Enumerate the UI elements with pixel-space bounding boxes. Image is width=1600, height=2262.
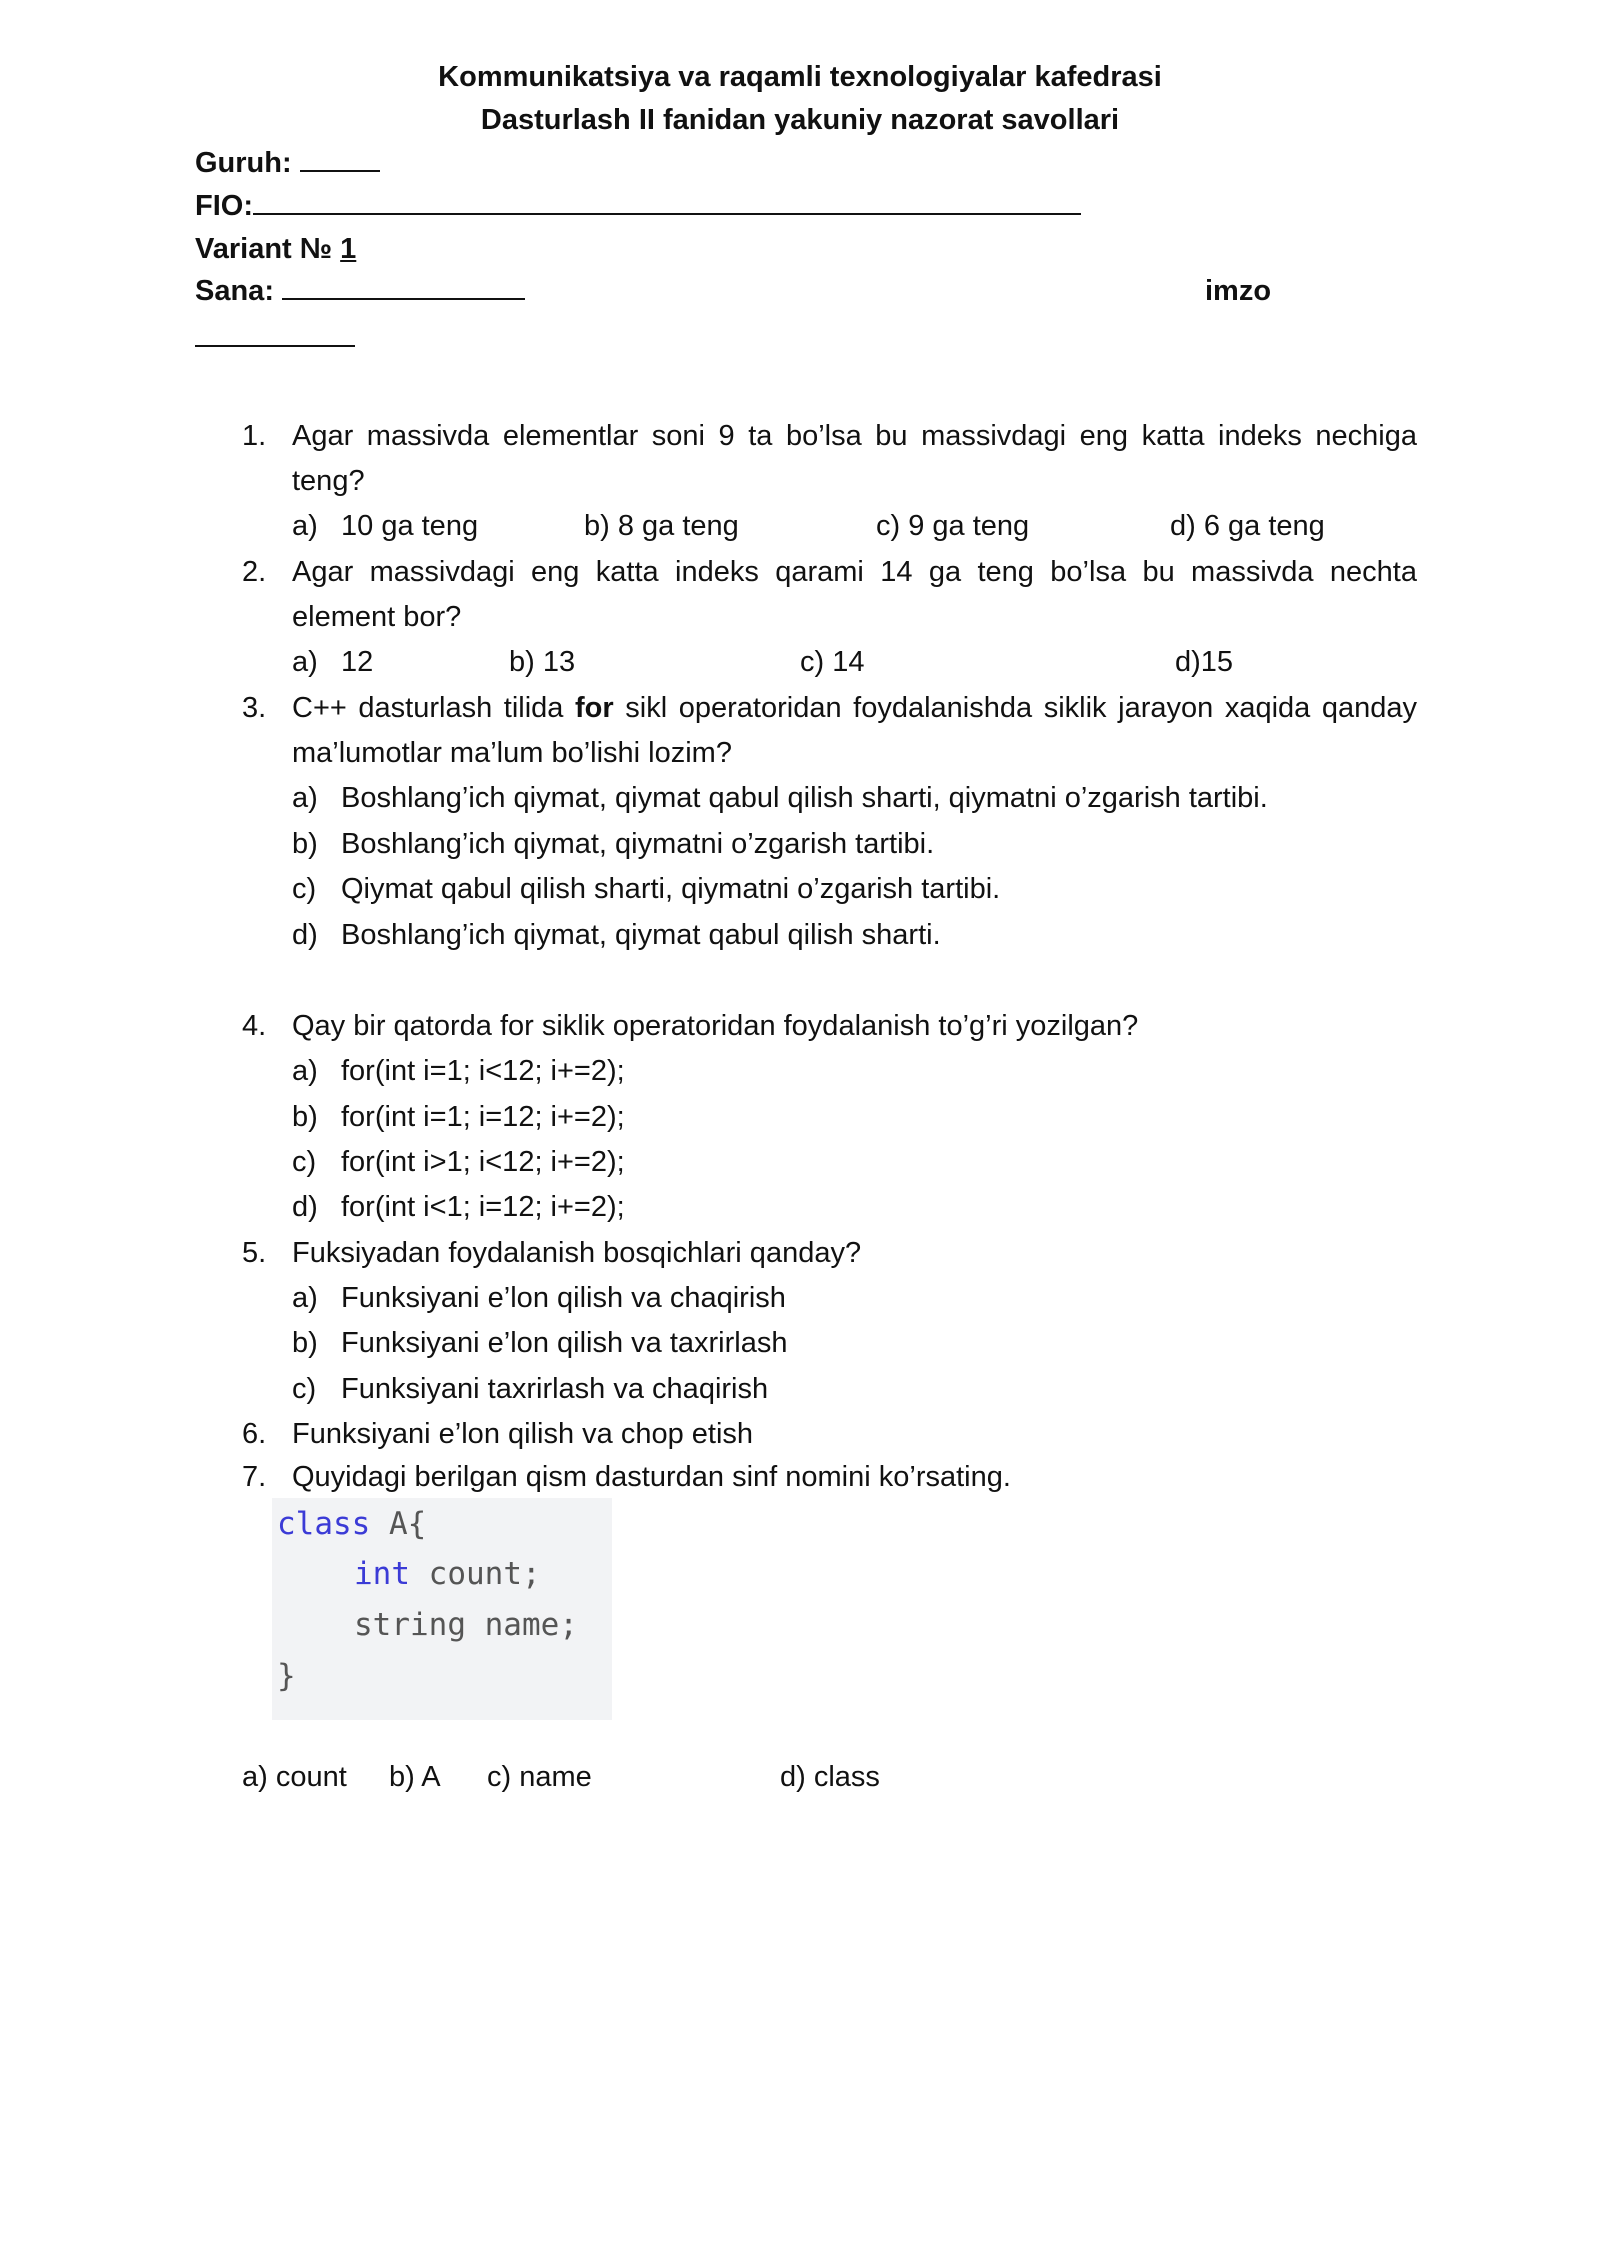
q4-option-b: [292, 1095, 625, 1140]
code-line-3: string name;: [354, 1607, 578, 1643]
date-blank: [282, 270, 525, 300]
code-line-2: [354, 1552, 541, 1596]
option-letter: b): [292, 1101, 318, 1133]
option-letter: b): [292, 828, 318, 860]
q5-option-b: [292, 1321, 787, 1366]
q1-option-d: d) 6 ga teng: [1170, 510, 1325, 542]
question-number: 1.: [242, 420, 267, 452]
option-text: Funksiyani e’lon qilish va chaqirish: [341, 1282, 786, 1314]
question-text-end: sikl operatoridan foydalanishda siklik jarayon xaqida qanday ma’lumotlar ma’lum bo’lishi lozim?: [292, 692, 1418, 769]
exam-title: Dasturlash II fanidan yakuniy nazorat savollari: [480, 104, 1120, 136]
question-6: [242, 1412, 1417, 1457]
question-number: 5.: [242, 1237, 267, 1269]
q1-option-a: 10 ga teng: [341, 510, 479, 542]
option-text: Funksiyani e’lon qilish va taxrirlash: [341, 1327, 788, 1359]
question-text: Funksiyani e’lon qilish va chop etish: [292, 1418, 754, 1450]
option-text: Qiymat qabul qilish sharti, qiymatni o’zgarish tartibi.: [341, 873, 1001, 905]
option-text: Boshlang’ich qiymat, qiymat qabul qilish sharti, qiymatni o’zgarish tartibi.: [341, 782, 1268, 814]
signature-label: imzo: [1205, 275, 1272, 307]
code-class-name: A{: [370, 1506, 427, 1542]
question-text: Agar massivda elementlar soni 9 ta bo’lsa bu massivdagi eng katta indeks nechiga teng?: [292, 420, 1417, 497]
question-7: [242, 1455, 1417, 1500]
q1-option-b: b) 8 ga teng: [584, 510, 739, 542]
question-number: 2.: [242, 556, 267, 588]
option-text: Funksiyani taxrirlash va chaqirish: [341, 1373, 769, 1405]
variant-field: [195, 228, 356, 270]
option-text: Boshlang’ich qiymat, qiymatni o’zgarish tartibi.: [341, 828, 935, 860]
question-number: 6.: [242, 1418, 267, 1450]
code-keyword-int: int: [354, 1556, 410, 1592]
q3-option-c: [292, 867, 1000, 912]
option-letter: a): [292, 782, 318, 814]
option-text: for(int i=1; i=12; i+=2);: [341, 1101, 625, 1133]
option-letter: d): [292, 1191, 318, 1223]
date-field: [195, 270, 525, 312]
variant-number: 1: [340, 233, 357, 265]
question-text: Qay bir qatorda for siklik operatoridan foydalanish to’g’ri yozilgan?: [292, 1010, 1139, 1042]
question-3: [242, 686, 1417, 776]
q2-option-a-letter: a): [292, 646, 318, 678]
q1-option-c: c) 9 ga teng: [876, 510, 1030, 542]
q7-option-b: b) A: [389, 1761, 441, 1793]
question-number: 4.: [242, 1010, 267, 1042]
code-snippet: [272, 1498, 612, 1720]
question-2: [242, 550, 1417, 640]
option-text: Boshlang’ich qiymat, qiymat qabul qilish sharti.: [341, 919, 941, 951]
option-text: for(int i>1; i<12; i+=2);: [341, 1146, 625, 1178]
option-letter: c): [292, 873, 317, 905]
question-number: 7.: [242, 1461, 267, 1493]
option-letter: d): [292, 919, 318, 951]
q2-option-a: 12: [341, 646, 374, 678]
code-field-count: count;: [410, 1556, 541, 1592]
variant-label: Variant №: [195, 233, 341, 265]
fio-blank: [253, 185, 1081, 215]
q7-option-d: d) class: [780, 1761, 880, 1793]
code-keyword-class: class: [277, 1506, 371, 1542]
q3-option-d: [292, 913, 941, 958]
option-text: for(int i=1; i<12; i+=2);: [341, 1055, 625, 1087]
question-1: [242, 414, 1417, 504]
q7-option-c: c) name: [487, 1761, 592, 1793]
question-number: 3.: [242, 692, 267, 724]
question-4: [242, 1004, 1417, 1049]
q4-option-d: [292, 1185, 625, 1230]
question-text: Fuksiyadan foydalanish bosqichlari qanday?: [292, 1237, 862, 1269]
option-letter: c): [292, 1146, 317, 1178]
group-blank: [300, 142, 380, 172]
code-line-4: }: [277, 1658, 296, 1694]
signature-line: [195, 345, 355, 347]
q3-option-b: [292, 822, 934, 867]
q4-option-a: [292, 1049, 625, 1094]
option-letter: a): [292, 1055, 318, 1087]
q5-option-a: [292, 1276, 786, 1321]
for-keyword: for: [575, 692, 614, 724]
fio-field: [195, 185, 1081, 227]
option-letter: c): [292, 1373, 317, 1405]
group-field: [195, 142, 380, 184]
q2-option-d: d)15: [1175, 646, 1234, 678]
option-letter: a): [292, 1282, 318, 1314]
q1-option-a-letter: a): [292, 510, 318, 542]
q2-option-c: c) 14: [800, 646, 865, 678]
option-letter: b): [292, 1327, 318, 1359]
question-text: Agar massivdagi eng katta indeks qarami 14 ga teng bo’lsa bu massivda nechta element bor?: [292, 556, 1417, 633]
department-title: Kommunikatsiya va raqamli texnologiyalar kafedrasi: [438, 61, 1162, 93]
fio-label: FIO:: [195, 190, 253, 222]
q2-option-b: b) 13: [509, 646, 576, 678]
q4-option-c: [292, 1140, 625, 1185]
group-label: Guruh:: [195, 147, 292, 179]
question-text: Quyidagi berilgan qism dasturdan sinf nomini ko’rsating.: [292, 1461, 1011, 1493]
question-text: [292, 686, 1417, 776]
option-text: for(int i<1; i=12; i+=2);: [341, 1191, 625, 1223]
question-5: [242, 1231, 1417, 1276]
q3-option-a: [292, 776, 1268, 821]
question-text-start: C++ dasturlash tilida: [292, 692, 576, 724]
q7-option-a: a) count: [242, 1761, 347, 1793]
code-line-1: [277, 1502, 426, 1546]
q5-option-c: [292, 1367, 768, 1412]
date-label: Sana:: [195, 275, 274, 307]
